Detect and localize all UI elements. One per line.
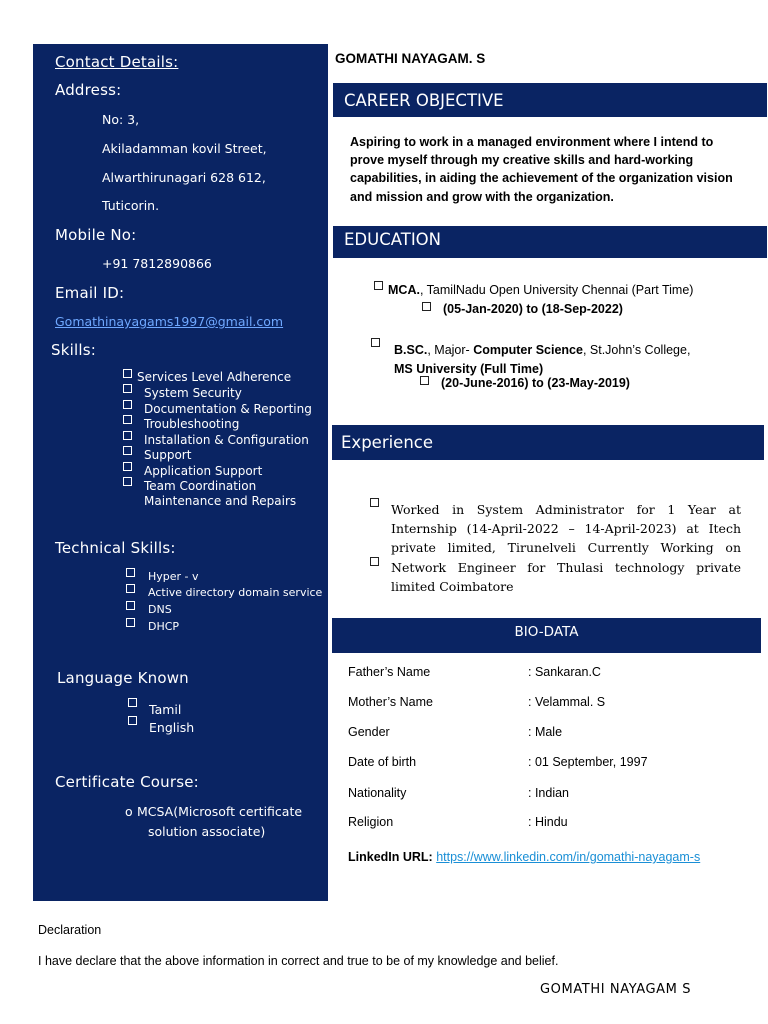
checkbox-icon [126, 584, 135, 593]
bio-value: : Hindu [528, 815, 568, 829]
bio-label: Father’s Name [348, 665, 431, 679]
linkedin-label: LinkedIn URL: [348, 850, 433, 864]
bio-label: Mother’s Name [348, 695, 433, 709]
email-label: Email ID: [55, 284, 125, 302]
certificate-line-2: solution associate) [148, 824, 266, 839]
career-objective-text [350, 133, 750, 206]
bio-value: : 01 September, 1997 [528, 755, 648, 769]
language-item: English [149, 720, 195, 735]
career-objective-header [333, 83, 767, 117]
skills-list [121, 369, 321, 519]
skill-item: Team Coordination [144, 479, 257, 493]
checkbox-icon [370, 498, 379, 507]
checkbox-icon [123, 384, 132, 393]
certificate-line-1: MCSA(Microsoft certificate [137, 804, 303, 819]
technical-skill-item: DNS [148, 603, 172, 616]
checkbox-icon [420, 376, 429, 385]
technical-skill-item: DHCP [148, 620, 180, 633]
checkbox-icon [126, 618, 135, 627]
certificate-bullet: o [125, 804, 133, 819]
major-name: Computer Science [473, 343, 583, 357]
experience-text [391, 500, 741, 596]
section-title: CAREER OBJECTIVE [344, 91, 504, 110]
section-title: Experience [341, 433, 434, 452]
bio-value: : Indian [528, 786, 570, 800]
checkbox-icon [128, 716, 137, 725]
checkbox-icon [371, 338, 380, 347]
institution: , TamilNadu Open University Chennai (Part Time) [419, 283, 694, 297]
skill-item: Application Support [144, 464, 263, 478]
linkedin-link[interactable]: https://www.linkedin.com/in/gomathi-nayagam-s [436, 850, 701, 864]
section-title: BIO-DATA [514, 624, 579, 640]
address-line-4: Tuticorin. [102, 198, 160, 213]
technical-skill-item: Hyper - v [148, 570, 199, 583]
checkbox-icon [123, 369, 132, 378]
certificate-course-label: Certificate Course: [55, 773, 199, 791]
education-header [333, 226, 767, 258]
address-line-1: No: 3, [102, 112, 140, 127]
technical-skill-item: Active directory domain service [148, 586, 323, 599]
career-line: prove myself through my creative skills and hard-working [350, 153, 694, 168]
experience-line: private limited, Tirunelveli Currently Working on [391, 540, 741, 556]
address-label: Address: [55, 81, 122, 99]
candidate-name: GOMATHI NAYAGAM. S [335, 51, 486, 66]
skill-item: Support [144, 448, 192, 462]
skill-item: Services Level Adherence [137, 370, 292, 384]
technical-skills-label: Technical Skills: [55, 539, 176, 557]
declaration-title: Declaration [38, 923, 102, 937]
skill-item: Installation & Configuration [144, 433, 309, 447]
address-line-3: Alwarthirunagari 628 612, [102, 170, 266, 185]
checkbox-icon [126, 568, 135, 577]
skills-label: Skills: [51, 341, 96, 359]
experience-header [332, 425, 764, 460]
career-line: and mission and grow with the organization. [350, 189, 614, 204]
institution: , St.John’s College, [582, 343, 691, 357]
linkedin-row [348, 850, 700, 864]
major-prefix: , Major- [427, 343, 474, 357]
skill-item: Troubleshooting [144, 417, 240, 431]
experience-line: Worked in System Administrator for 1 Year at [391, 502, 741, 517]
checkbox-icon [370, 557, 379, 566]
checkbox-icon [374, 281, 383, 290]
career-line: capabilities, in aiding the achievement of the organization vision [350, 171, 733, 186]
checkbox-icon [123, 446, 132, 455]
checkbox-icon [123, 431, 132, 440]
degree-name: MCA. [388, 283, 420, 297]
checkbox-icon [123, 462, 132, 471]
bio-value: : Male [528, 725, 563, 739]
bio-label: Religion [348, 815, 394, 829]
degree-name: B.SC. [394, 343, 428, 357]
language-known-label: Language Known [57, 669, 189, 687]
language-item: Tamil [149, 702, 182, 717]
checkbox-icon [126, 601, 135, 610]
education-bsc [394, 343, 690, 357]
education-mca-dates: (05-Jan-2020) to (18-Sep-2022) [443, 302, 623, 316]
career-line: Aspiring to work in a managed environment where I intend to [350, 135, 714, 149]
mobile-number: +91 7812890866 [102, 256, 212, 271]
bio-label: Gender [348, 725, 390, 739]
address-line-2: Akiladamman kovil Street, [102, 141, 267, 156]
bio-label: Date of birth [348, 755, 417, 769]
education-bsc-dates: (20-June-2016) to (23-May-2019) [441, 376, 630, 390]
education-bsc-university: MS University (Full Time) [394, 362, 544, 376]
sidebar [33, 44, 328, 901]
bio-label: Nationality [348, 786, 407, 800]
education-mca [388, 283, 693, 297]
checkbox-icon [422, 302, 431, 311]
bio-value: : Velammal. S [528, 695, 606, 709]
checkbox-icon [123, 415, 132, 424]
experience-line: Internship (14-April-2022 – 14-April-2023) at Itech [391, 521, 741, 537]
language-list [127, 696, 247, 736]
skill-item: Maintenance and Repairs [144, 494, 297, 508]
skill-item: System Security [144, 386, 242, 400]
checkbox-icon [123, 477, 132, 486]
experience-line: limited Coimbatore [391, 578, 514, 594]
checkbox-icon [128, 698, 137, 707]
section-title: EDUCATION [344, 230, 442, 249]
bio-value: : Sankaran.C [528, 665, 601, 679]
checkbox-icon [123, 400, 132, 409]
biodata-header [332, 618, 761, 653]
experience-line: Network Engineer for Thulasi technology private [391, 559, 741, 575]
declaration-text: I have declare that the above information in correct and true to be of my knowledge and belief. [38, 954, 559, 968]
signature-name: GOMATHI NAYAGAM S [540, 982, 692, 997]
email-link[interactable]: Gomathinayagams1997@gmail.com [55, 314, 284, 329]
skill-item: Documentation & Reporting [144, 402, 312, 416]
contact-details-heading: Contact Details: [55, 53, 179, 71]
mobile-label: Mobile No: [55, 226, 137, 244]
technical-skills-list [125, 567, 325, 637]
